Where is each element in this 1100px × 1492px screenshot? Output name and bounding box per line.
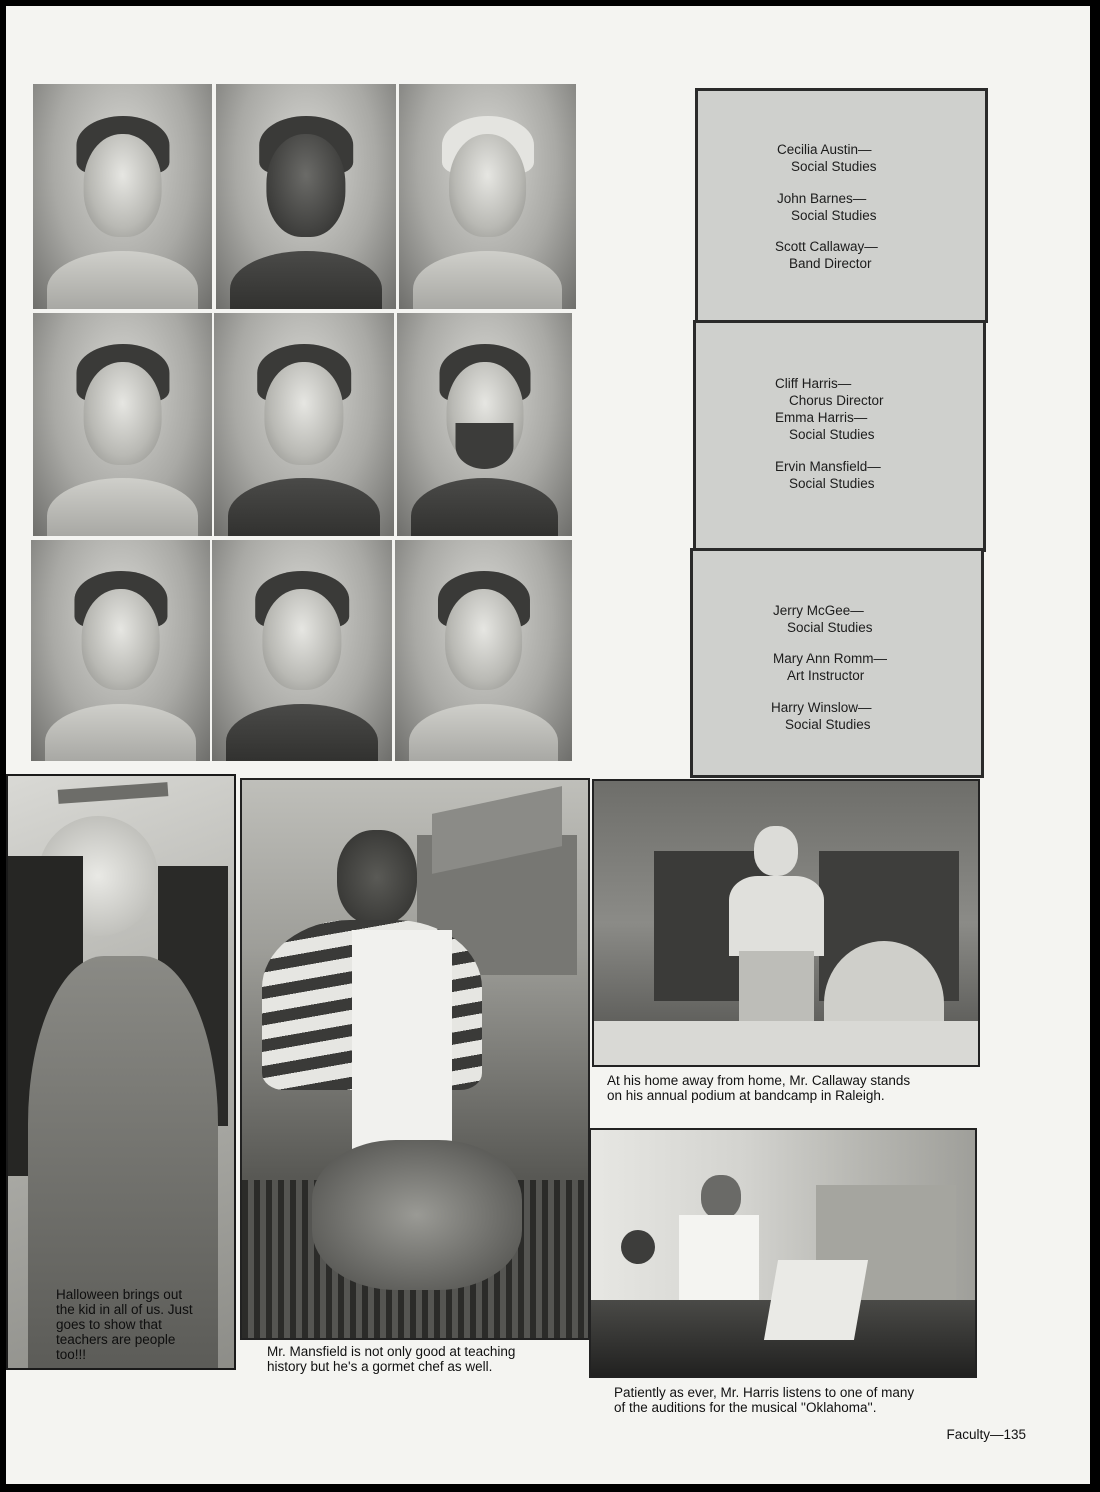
photo-mansfield-grilling: [240, 778, 590, 1340]
photo-harris-auditions: [589, 1128, 977, 1378]
portrait-john-barnes: [216, 84, 396, 309]
portrait-scott-callaway: [399, 84, 576, 309]
caption-mansfield: Mr. Mansfield is not only good at teaching history but he's a gormet chef as well.: [267, 1344, 516, 1374]
entry-mary-ann-romm: Mary Ann Romm— Art Instructor: [773, 651, 888, 683]
caption-halloween: Halloween brings out the kid in all of us. Just goes to show that teachers are people too!!!: [56, 1287, 193, 1362]
entry-emma-harris: Emma Harris— Social Studies: [775, 410, 875, 442]
portrait-harry-winslow: [395, 540, 572, 761]
entry-cecilia-austin: Cecilia Austin— Social Studies: [777, 142, 877, 174]
portrait-cecilia-austin: [33, 84, 212, 309]
page-folio: Faculty—135: [946, 1427, 1026, 1442]
name-box-1: [695, 88, 988, 323]
photo-callaway-podium: [592, 779, 980, 1067]
entry-harry-winslow: Harry Winslow— Social Studies: [771, 700, 872, 732]
portrait-ervin-mansfield: [397, 313, 572, 536]
name-box-3: [690, 548, 984, 778]
portrait-emma-harris: [214, 313, 394, 536]
entry-john-barnes: John Barnes— Social Studies: [777, 191, 877, 223]
yearbook-page: [6, 6, 1090, 1484]
entry-cliff-harris: Cliff Harris— Chorus Director: [775, 376, 884, 408]
portrait-jerry-mcgee: [31, 540, 210, 761]
caption-callaway: At his home away from home, Mr. Callaway stands on his annual podium at bandcamp in Raleigh.: [607, 1073, 911, 1103]
entry-ervin-mansfield: Ervin Mansfield— Social Studies: [775, 459, 881, 491]
entry-scott-callaway: Scott Callaway— Band Director: [775, 239, 878, 271]
name-box-2: [693, 320, 986, 552]
portrait-cliff-harris: [33, 313, 212, 536]
caption-harris: Patiently as ever, Mr. Harris listens to one of many of the auditions for the musical ''Oklahoma''.: [614, 1385, 915, 1415]
photo-halloween-costume: [6, 774, 236, 1370]
entry-jerry-mcgee: Jerry McGee— Social Studies: [773, 603, 873, 635]
portrait-mary-ann-romm: [212, 540, 392, 761]
